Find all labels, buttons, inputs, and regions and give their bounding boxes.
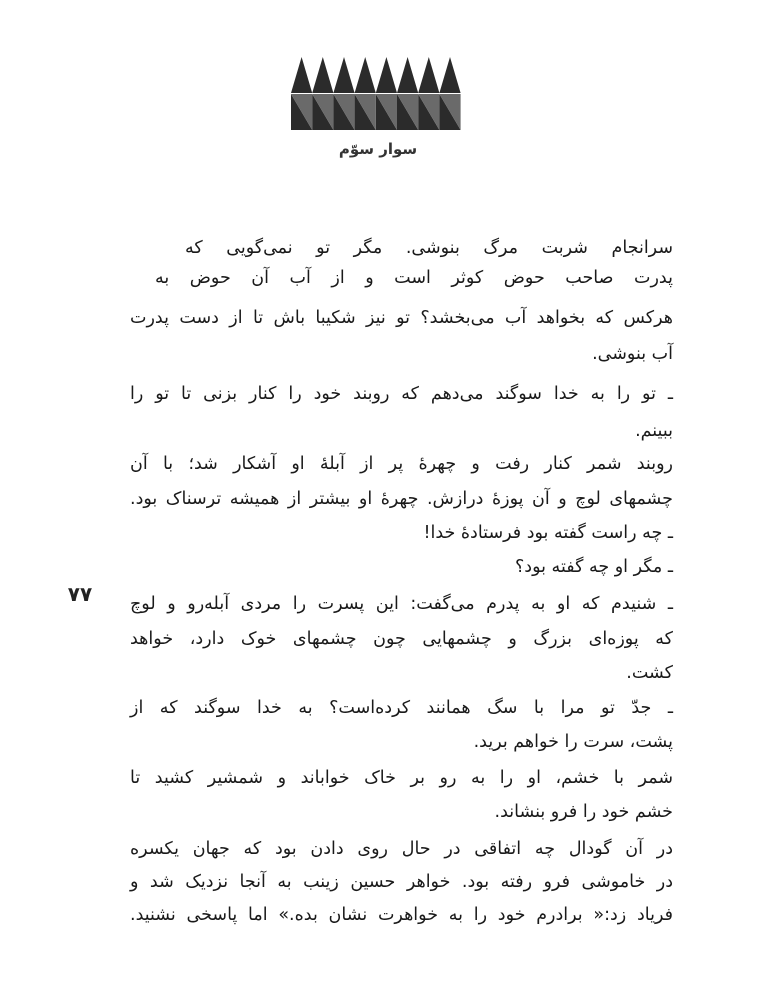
triangle-ornament-icon <box>291 57 461 130</box>
page-number: ۷۷ <box>67 582 93 606</box>
text-line: کشت. <box>626 663 673 683</box>
text-line: پدرت صاحب حوض کوثر است و از آب آن حوض به <box>155 268 673 288</box>
text-line: آب بنوشی. <box>592 344 673 364</box>
text-line: خشم خود را فرو بنشاند. <box>494 802 673 822</box>
text-line: پشت، سرت را خواهم برید. <box>473 732 673 752</box>
text-line: سرانجام شربت مرگ بنوشی. مگر تو نمی‌گویی که <box>185 238 673 258</box>
text-line: ـ چه راست گفته بود فرستادهٔ خدا! <box>423 523 673 543</box>
text-line: ـ تو را به خدا سوگند می‌دهم که روبند خود را کنار بزنی تا تو را <box>130 384 673 404</box>
text-line: روبند شمر کنار رفت و چهرهٔ پر از آبلهٔ او آشکار شد؛ با آن <box>130 454 673 474</box>
chapter-title: سوار سوّم <box>338 140 418 158</box>
text-line: ببینم. <box>635 421 673 441</box>
text-line: در آن گودال چه اتفاقی در حال روی دادن بود که جهان یکسره <box>130 839 673 859</box>
text-line: ـ مگر او چه گفته بود؟ <box>515 557 673 577</box>
text-line: که پوزه‌ای بزرگ و چشمهایی چون چشمهای خوک دارد، خواهد <box>130 629 673 649</box>
text-line: در خاموشی فرو رفته بود. خواهر حسین زینب به آنجا نزدیک شد و <box>130 872 673 892</box>
text-line: هرکس که بخواهد آب می‌بخشد؟ تو نیز شکیبا باش تا از دست پدرت <box>130 308 673 328</box>
text-line: ـ شنیدم که او به پدرم می‌گفت: این پسرت را مردی آبله‌رو و لوچ <box>130 594 673 614</box>
text-line: ـ جدّ تو مرا با سگ همانند کرده‌است؟ به خدا سوگند که از <box>130 698 673 718</box>
text-line: چشمهای لوچ و آن پوزهٔ درازش. چهرهٔ او بیشتر از همیشه ترسناک بود. <box>130 489 673 509</box>
text-line: فریاد زد:« برادرم خود را به خواهرت نشان بده.» اما پاسخی نشنید. <box>130 905 673 925</box>
text-line: شمر با خشم، او را به رو بر خاک خواباند و شمشیر کشید تا <box>130 768 673 788</box>
